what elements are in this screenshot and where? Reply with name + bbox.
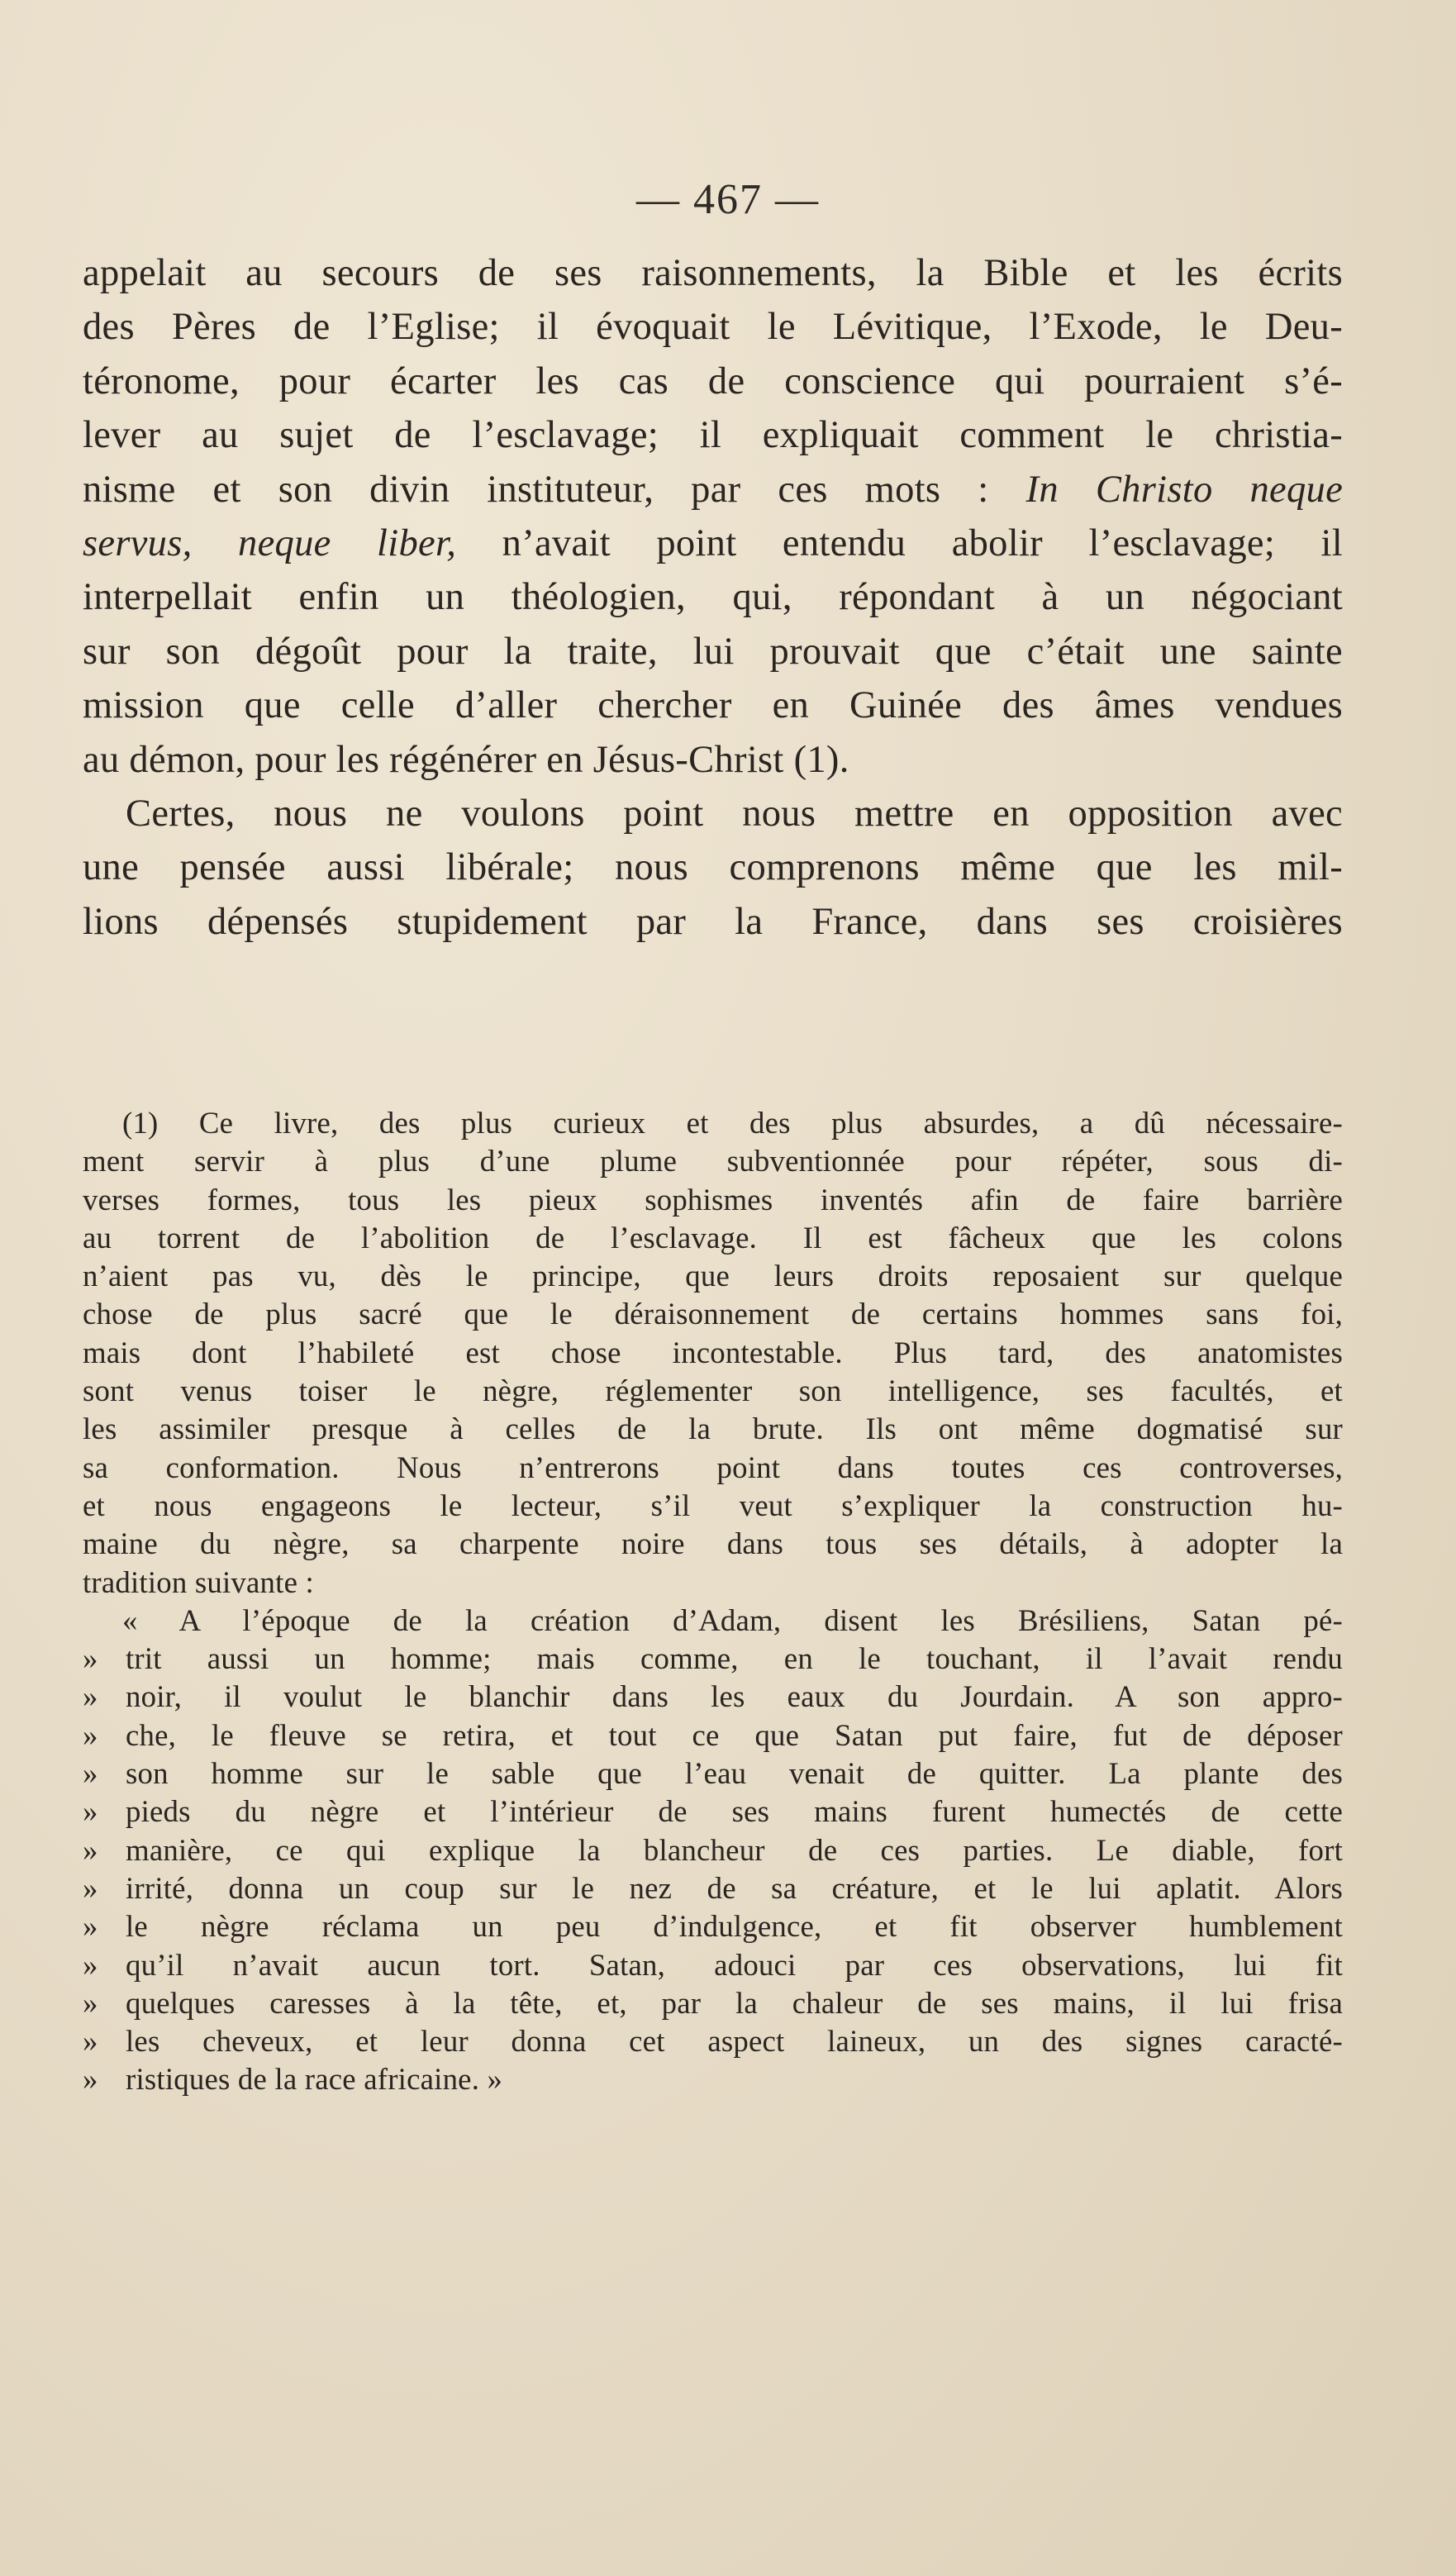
footnote-line: chose de plus sacré que le déraisonnement de certains hommes sans foi, [83, 1297, 1343, 1331]
quote-line [83, 1946, 1343, 1984]
footnote-line: sa conformation. Nous n’entrerons point dans toutes ces controverses, [83, 1450, 1343, 1484]
quote-text: ristiques de la race africaine. » [126, 2062, 503, 2097]
quote-line [83, 1678, 1343, 1716]
text-segment: n’avait point entendu abolir l’esclavage; il [502, 522, 1343, 565]
footnote-line: maine du nègre, sa charpente noire dans tous ses détails, à adopter la [83, 1526, 1343, 1561]
page-number: — 467 — [636, 176, 820, 223]
quote-mark: » [83, 1909, 98, 1944]
text-line: des Pères de l’Eglise; il évoquait le Lévitique, l’Exode, le Deu- [83, 306, 1343, 349]
latin-quote-part-1: In Christo neque [1025, 468, 1344, 511]
quote-mark: » [83, 1947, 98, 1982]
quote-line [83, 1640, 1343, 1678]
text-line: interpellait enfin un théologien, qui, répondant à un négociant [83, 576, 1343, 619]
quote-line [83, 2060, 1343, 2098]
quote-line [83, 1831, 1343, 1869]
quote-mark: » [83, 1985, 98, 2020]
quote-line [83, 1755, 1343, 1793]
text-line [83, 517, 1343, 570]
quote-text: les cheveux, et leur donna cet aspect laineux, un des signes caracté- [126, 2024, 1343, 2059]
quote-line [83, 1984, 1343, 2022]
quote-mark: » [83, 1641, 98, 1676]
text-line [83, 463, 1343, 517]
quote-line [83, 1907, 1343, 1945]
quote-text: qu’il n’avait aucun tort. Satan, adouci par ces observations, lui fit [126, 1947, 1343, 1982]
footnote-line: n’aient pas vu, dès le principe, que leurs droits reposaient sur quelque [83, 1259, 1343, 1293]
quote-line [83, 2022, 1343, 2060]
quote-text: son homme sur le sable que l’eau venait de quitter. La plante des [126, 1756, 1343, 1791]
quote-mark: » [83, 1679, 98, 1714]
quote-text: le nègre réclama un peu d’indulgence, et fit observer humblement [126, 1909, 1343, 1944]
quote-text: manière, ce qui explique la blancheur de ces parties. Le diable, fort [126, 1832, 1343, 1867]
quote-opening-line: « A l’époque de la création d’Adam, disent les Brésiliens, Satan pé- [122, 1602, 1343, 1637]
quote-mark: » [83, 1870, 98, 1905]
quote-text: trit aussi un homme; mais comme, en le touchant, il l’avait rendu [126, 1641, 1343, 1676]
text-line: une pensée aussi libérale; nous comprenons même que les mil- [83, 846, 1343, 889]
text-line: Certes, nous ne voulons point nous mettre en opposition avec [126, 793, 1343, 836]
quote-mark: » [83, 2024, 98, 2059]
text-line: lions dépensés stupidement par la France, dans ses croisières [83, 900, 1343, 943]
quote-text: che, le fleuve se retira, et tout ce que Satan put faire, fut de déposer [126, 1717, 1343, 1752]
quote-text: quelques caresses à la tête, et, par la chaleur de ses mains, il lui frisa [126, 1985, 1343, 2020]
footnote-line: (1) Ce livre, des plus curieux et des plus absurdes, a dû nécessaire- [122, 1106, 1343, 1140]
footnote-line: sont venus toiser le nègre, réglementer son intelligence, ses facultés, et [83, 1374, 1343, 1408]
quote-line [83, 1793, 1343, 1831]
quote-mark: » [83, 1756, 98, 1791]
footnote-line: au torrent de l’abolition de l’esclavage. Il est fâcheux que les colons [83, 1220, 1343, 1255]
footnote-line: tradition suivante : [83, 1564, 314, 1599]
text-line: mission que celle d’aller chercher en Guinée des âmes vendues [83, 684, 1343, 727]
text-segment: nisme et son divin instituteur, par ces mots : [83, 468, 989, 511]
quote-mark: » [83, 1794, 98, 1829]
footnote-line: et nous engageons le lecteur, s’il veut s’expliquer la construction hu- [83, 1488, 1343, 1522]
quote-mark: » [83, 2062, 98, 2097]
quote-mark: » [83, 1717, 98, 1752]
quote-text: irrité, donna un coup sur le nez de sa créature, et le lui aplatit. Alors [126, 1870, 1343, 1905]
quote-text: noir, il voulut le blanchir dans les eaux du Jourdain. A son appro- [126, 1679, 1343, 1714]
footnote-line: ment servir à plus d’une plume subventionnée pour répéter, sous di- [83, 1144, 1343, 1178]
text-line: appelait au secours de ses raisonnements, la Bible et les écrits [83, 252, 1343, 294]
quote-line [83, 1869, 1343, 1907]
text-line: téronome, pour écarter les cas de conscience qui pourraient s’é- [83, 359, 1343, 402]
text-line: lever au sujet de l’esclavage; il expliquait comment le christia- [83, 414, 1343, 457]
quote-mark: » [83, 1832, 98, 1867]
text-line: au démon, pour les régénérer en Jésus-Christ (1). [83, 738, 849, 781]
quote-text: pieds du nègre et l’intérieur de ses mains furent humectés de cette [126, 1794, 1343, 1829]
footnote-line: mais dont l’habileté est chose incontestable. Plus tard, des anatomistes [83, 1335, 1343, 1369]
footnote-line: les assimiler presque à celles de la brute. Ils ont même dogmatisé sur [83, 1412, 1343, 1446]
quote-line [83, 1717, 1343, 1755]
footnote [83, 1104, 1343, 2099]
text-line: sur son dégoût pour la traite, lui prouvait que c’était une sainte [83, 630, 1343, 673]
footnote-line: verses formes, tous les pieux sophismes inventés afin de faire barrière [83, 1182, 1343, 1217]
latin-quote-part-2: servus, neque liber, [83, 522, 457, 565]
main-text [83, 246, 1343, 949]
